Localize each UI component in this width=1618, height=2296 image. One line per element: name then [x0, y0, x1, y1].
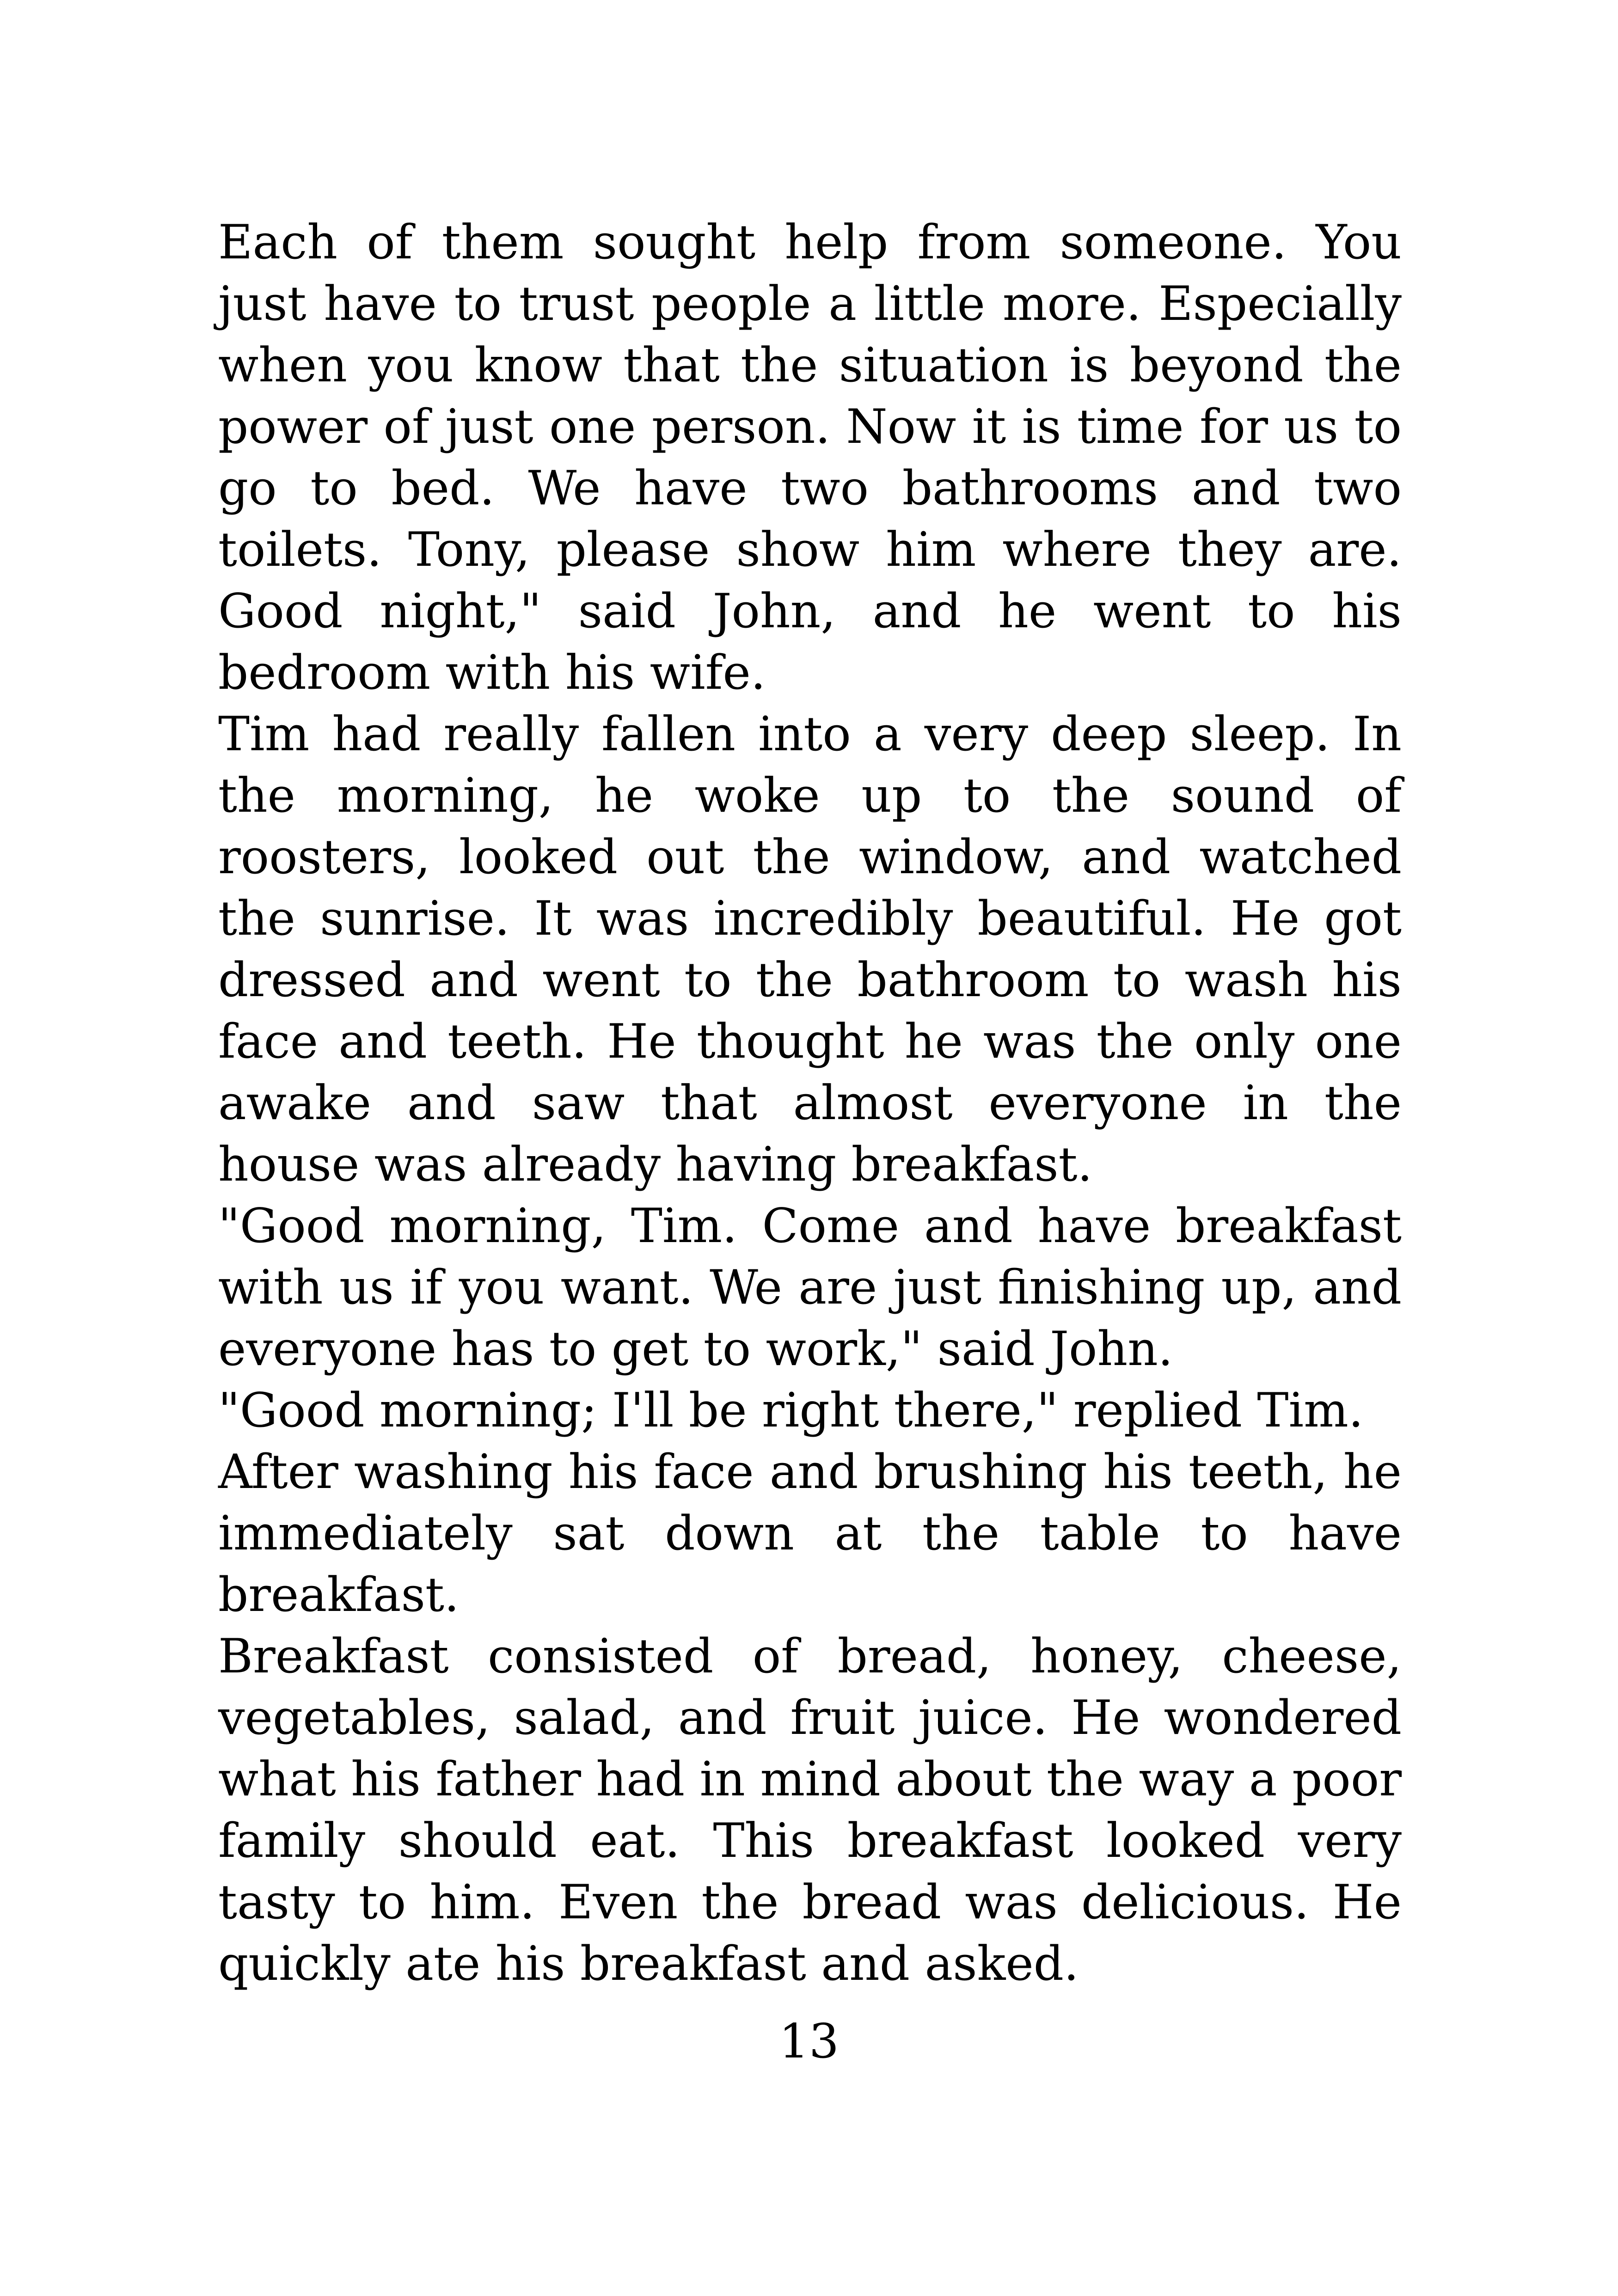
paragraph-5: After washing his face and brushing his teeth, he immediately sat down at the table to have breakfast.	[218, 1445, 1402, 1623]
paragraph-4: "Good morning; I'll be right there," replied Tim.	[218, 1383, 1364, 1438]
paragraph-3: "Good morning, Tim. Come and have breakfast with us if you want. We are just finishing up, and everyone has to get to work," said John.	[218, 1199, 1402, 1377]
body-text	[218, 212, 1402, 1995]
paragraph-1: Each of them sought help from someone. You just have to trust people a little more. Especially when you know that the situation is beyond the power of just one person. Now it is time for us to go to bed. We have two bathrooms and two toilets. Tony, please show him where they are. Good night," said John, and he went to his bedroom with his wife.	[218, 215, 1402, 700]
paragraph-6: Breakfast consisted of bread, honey, cheese, vegetables, salad, and fruit juice. He wondered what his father had in mind about the way a poor family should eat. This breakfast looked very tasty to him. Even the bread was delicious. He quickly ate his breakfast and asked.	[218, 1629, 1402, 1991]
paragraph-2: Tim had really fallen into a very deep sleep. In the morning, he woke up to the sound of roosters, looked out the window, and watched the sunrise. It was incredibly beautiful. He got dressed and went to the bathroom to wash his face and teeth. He thought he was the only one awake and saw that almost everyone in the house was already having breakfast.	[218, 707, 1402, 1192]
page-number: 13	[779, 2014, 839, 2069]
